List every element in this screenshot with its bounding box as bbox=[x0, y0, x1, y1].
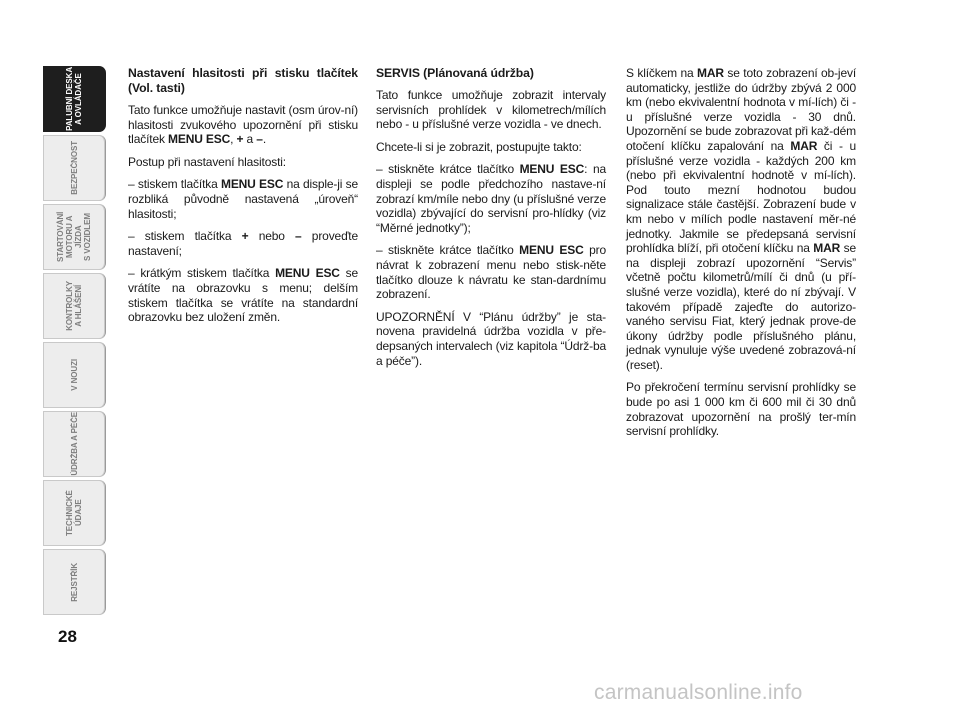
tab-bezpecnost[interactable] bbox=[43, 135, 106, 201]
column-service-continued bbox=[626, 66, 856, 447]
paragraph: Tato funkce umožňuje zobrazit intervaly servisních prohlídek v kilometrech/mílích nebo - u příslušné verze vozidla - ve dnech. bbox=[376, 88, 606, 132]
tab-startovani[interactable] bbox=[43, 204, 106, 270]
tab-rejstrik[interactable] bbox=[43, 549, 106, 615]
tab-label: BEZPEČNOST bbox=[69, 141, 79, 195]
paragraph: Tato funkce umožňuje nastavit (osm úrov-ní) hlasitosti zvukového upozornění při stisku tlačítek MENU ESC, + a –. bbox=[128, 103, 358, 147]
tab-label: STARTOVÁNÍ MOTORU A JÍZDA S VOZIDLEM bbox=[56, 211, 92, 263]
paragraph: Chcete-li si je zobrazit, postupujte takto: bbox=[376, 139, 582, 154]
step: – stiskem tlačítka + nebo – proveďte nastavení; bbox=[128, 229, 359, 258]
step: – stiskněte krátce tlačítko MENU ESC: na displeji se podle předchozího nastave-ní zobrazí km/míle nebo dny (u příslušné verze vozidla) zbývající do servisní pro-hlídky (viz “Měrné jednotky”); bbox=[376, 162, 607, 235]
tab-kontrolky[interactable] bbox=[43, 273, 106, 339]
tab-label: ÚDRŽBA A PÉČE bbox=[69, 412, 79, 476]
section-heading: Nastavení hlasitosti při stisku tlačítek (Vol. tasti) bbox=[128, 66, 358, 95]
paragraph: Po překročení termínu servisní prohlídky se bude po asi 1 000 km či 600 mil či 30 dnů zobrazovat upozornění na prošlý ter-mín servisní prohlídky. bbox=[626, 380, 856, 439]
section-heading: SERVIS (Plánovaná údržba) bbox=[376, 66, 534, 80]
tab-label: KONTROLKY A HLÁŠENÍ bbox=[65, 281, 83, 331]
step: – stiskněte krátce tlačítko MENU ESC pro návrat k zobrazení menu nebo stisk-něte tlačítko dlouze k návratu ke stan-dardnímu zobrazení. bbox=[376, 243, 607, 302]
page-number: 28 bbox=[58, 627, 77, 646]
tab-technicke-udaje[interactable] bbox=[43, 480, 106, 546]
tab-v-nouzi[interactable] bbox=[43, 342, 106, 408]
tab-label: V NOUZI bbox=[69, 359, 79, 391]
paragraph: S klíčkem na MAR se toto zobrazení ob-jeví automaticky, jestliže do údržby zbývá 2 000 km (nebo ekvivalentní hodnota v mí-lích) či - u příslušné verze vozidla - 30 dnů. Upozornění se bude zobrazovat při kaž-dém otočení klíčku zapalování na MAR či - u příslušné verze vozidla - každých 200 km (nebo při ekvivalentní hodnotě v mí-lích). Pod touto mezní hodnotou budou signalizace stále častější. Zobrazení bude v km nebo v mílích podle nastavení měr-né jednotky. Jakmile se předepsaná servisní prohlídka blíží, při otočení klíčku na MAR se na displeji zobrazí upozornění “Servis” včetně počtu kilometrů/mílí či dnů (u pří-slušné verze vozidla), které do ní zbývají. V takovém případě zajeďte do autorizo-vaného servisu Fiat, který jednak prove-de úkony údržby podle příslušného plánu, jednak vynuluje výše uvedené zobrazová-ní (reset). bbox=[626, 66, 856, 372]
tab-label: REJSTŘÍK bbox=[69, 562, 79, 602]
step: – krátkým stiskem tlačítka MENU ESC se vrátíte na obrazovku s menu; delším stiskem tlačítka se vrátíte na standardní obrazovku bez uložení změn. bbox=[128, 266, 358, 325]
warning-note: UPOZORNĚNÍ V “Plánu údržby” je sta-novena pravidelná údržba vozidla v pře-depsaných intervalech (viz kapitola “Údrž-ba a péče”). bbox=[376, 309, 606, 368]
step: – stiskem tlačítka MENU ESC na disple-ji se rozbliká původně nastavená „úroveň“ hlasitosti; bbox=[128, 177, 359, 221]
tab-palubni-deska[interactable] bbox=[43, 66, 106, 132]
paragraph: Postup při nastavení hlasitosti: bbox=[128, 154, 286, 169]
tab-label: TECHNICKÉ ÚDAJE bbox=[65, 490, 83, 536]
column-volume-settings bbox=[128, 66, 358, 333]
tab-udrzba[interactable] bbox=[43, 411, 106, 477]
watermark: carmanualsonline.info bbox=[594, 681, 803, 704]
column-service bbox=[376, 66, 606, 376]
tab-label: PALUBNÍ DESKA A OVLÁDAČE bbox=[65, 67, 83, 131]
